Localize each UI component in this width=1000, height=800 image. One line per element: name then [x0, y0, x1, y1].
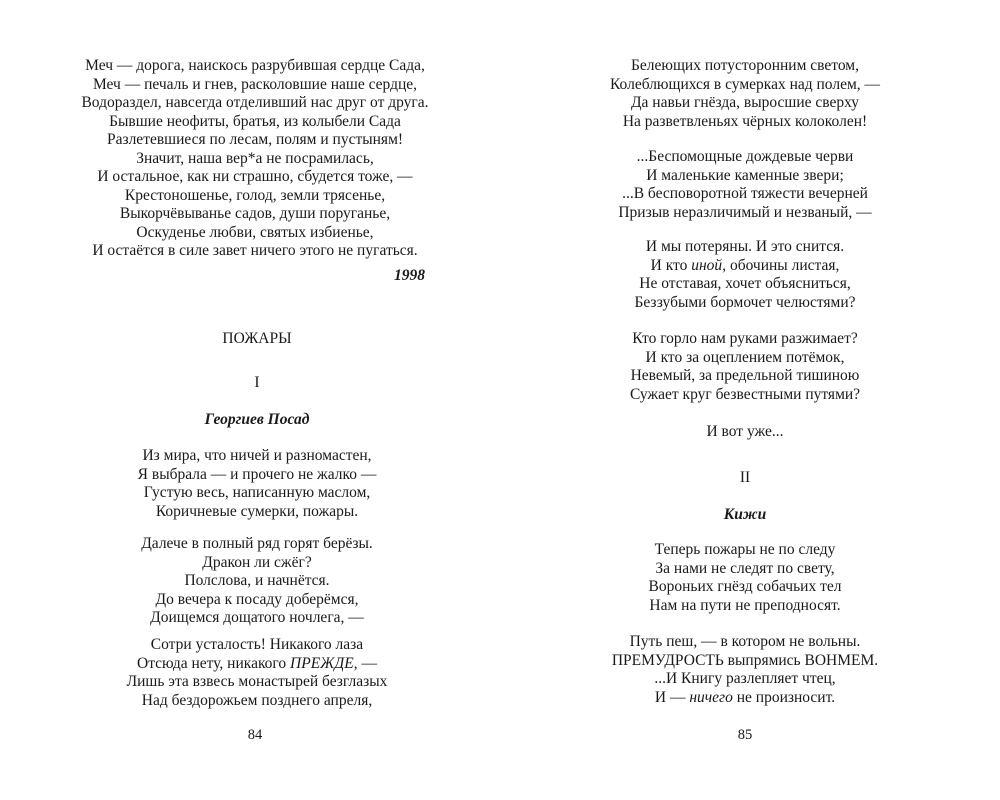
emphasized-text: ничего — [689, 688, 733, 706]
poem-line — [545, 367, 945, 386]
line-text: ПРЕМУДРОСТЬ выпрямись ВОНМЕМ. — [611, 651, 879, 669]
line-text: И кто за оцеплением потёмок, — [645, 348, 845, 366]
line-text: Меч — дорога, наискось разрубившая сердце Сада, — [85, 57, 425, 74]
poem-line — [545, 94, 945, 113]
line-text: До вечера к посаду доберёмся, — [155, 590, 359, 608]
poem-line — [57, 591, 457, 610]
poem-line — [545, 330, 945, 349]
page-number: 84 — [247, 727, 263, 743]
line-text: Беззубыми бормочет челюстями? — [634, 293, 856, 311]
poem-stanza — [55, 57, 455, 261]
poem-line — [545, 386, 945, 405]
line-text: Путь пеш, — в котором не вольны. — [629, 633, 861, 650]
poem-line — [545, 294, 945, 313]
poem-stanza — [57, 535, 457, 628]
poem-line — [55, 242, 455, 261]
poem-line — [55, 150, 455, 169]
poem-line — [55, 57, 455, 76]
poem-line — [57, 572, 457, 591]
poem-line — [57, 673, 457, 692]
line-text: И вот уже... — [706, 423, 784, 440]
poem-stanza — [545, 148, 945, 222]
line-text: Белеющих потусторонним светом, — [631, 57, 859, 74]
poem-line — [55, 94, 455, 113]
line-text: Полслова, и начнётся. — [184, 572, 330, 589]
line-text: Меч — печаль и гнев, расколовшие наше сердце, — [92, 75, 418, 93]
line-text: И остаётся в силе завет ничего этого не пугаться. — [92, 242, 418, 259]
poem-line — [545, 57, 945, 76]
poem-line — [55, 131, 455, 150]
poem-line — [545, 560, 945, 579]
line-text: Вороньих гнёзд собачьих тел — [648, 578, 842, 595]
line-text: , обочины листая, — [722, 256, 840, 274]
line-text: Да навьи гнёзда, выросшие сверху — [630, 94, 860, 111]
part-subtitle: Кижи — [723, 506, 767, 523]
poem-line — [57, 636, 457, 655]
poem-stanza — [545, 330, 945, 404]
line-text: Оскуденье любви, святых избиенье, — [136, 223, 374, 241]
line-text: Колеблющихся в сумерках над полем, — — [609, 75, 881, 93]
poem-stanza — [545, 633, 945, 707]
poem-stanza — [545, 541, 945, 615]
line-text: Густую весь, написанную маслом, — [143, 484, 371, 501]
poem-line — [545, 652, 945, 671]
poem-line — [545, 76, 945, 95]
poem-line — [545, 670, 945, 689]
line-text: Я выбрала — и прочего не жалко — — [137, 465, 377, 483]
line-text: И кто — [650, 256, 692, 274]
line-text: Не отставая, хочет объясниться, — [639, 275, 851, 292]
poem-line — [545, 257, 945, 276]
poem-stanza — [545, 423, 945, 442]
poem-line — [545, 167, 945, 186]
line-text: За нами не следят по свету, — [655, 559, 835, 577]
line-text: Далече в полный ряд горят берёзы. — [141, 535, 373, 552]
line-text: Сотри усталость! Никакого лаза — [150, 636, 364, 653]
line-text: ...Беспомощные дождевые черви — [636, 148, 854, 165]
line-text: Из мира, что ничей и разномастен, — [142, 447, 372, 464]
section-title: ПОЖАРЫ — [222, 330, 292, 347]
poem-line — [57, 609, 457, 628]
poem-line — [545, 597, 945, 616]
poem-line — [55, 224, 455, 243]
poem-line — [55, 187, 455, 206]
poem-line — [55, 76, 455, 95]
part-number: II — [739, 469, 751, 486]
line-text: ...В бесповоротной тяжести вечерней — [622, 185, 868, 202]
poem-line — [57, 484, 457, 503]
poem-line — [545, 578, 945, 597]
poem-line — [57, 503, 457, 522]
poem-line — [545, 185, 945, 204]
line-text: Невемый, за предельной тишиною — [630, 367, 860, 384]
line-text: не произносит. — [732, 688, 836, 706]
line-text: И мы потеряны. И это снится. — [645, 238, 845, 255]
line-text: Нам на пути не преподносят. — [649, 596, 841, 614]
poem-line — [545, 633, 945, 652]
poem-stanza — [57, 636, 457, 710]
poem-line — [57, 655, 457, 674]
line-text: Лишь эта взвесь монастырей безглазых — [126, 673, 388, 690]
page-number: 85 — [737, 727, 753, 743]
poem-line — [545, 275, 945, 294]
poem-line — [57, 554, 457, 573]
poem-line — [545, 349, 945, 368]
line-text: Выкорчёвыванье садов, души поруганье, — [119, 205, 391, 222]
poem-line — [57, 692, 457, 711]
poem-line — [545, 423, 945, 442]
part-number: I — [254, 374, 260, 391]
poem-stanza — [545, 238, 945, 312]
poem-date: 1998 — [394, 267, 425, 284]
line-text: И маленькие каменные звери; — [646, 166, 844, 184]
line-text: Призыв неразличимый и незваный, — — [618, 203, 872, 221]
line-text: Бывшие неофиты, братья, из колыбели Сада — [109, 112, 401, 130]
line-text: Отсюда нету, никакого — [137, 654, 291, 672]
poem-line — [545, 204, 945, 223]
line-text: ...И Книгу разлепляет чтец, — [654, 670, 836, 687]
line-text: Дракон ли сжёг? — [202, 553, 312, 571]
poem-line — [545, 148, 945, 167]
line-text: Доищемся дощатого ночлега, — — [150, 609, 364, 626]
poem-stanza — [545, 57, 945, 131]
part-subtitle: Георгиев Посад — [204, 411, 310, 428]
emphasized-text: ПРЕЖДЕ — [290, 654, 354, 672]
line-text: И — — [654, 688, 690, 706]
line-text: Водораздел, навсегда отделивший нас друг от друга. — [81, 94, 429, 111]
poem-line — [57, 447, 457, 466]
line-text: Разлетевшиеся по лесам, полям и пустыням! — [106, 131, 404, 148]
poem-stanza — [57, 447, 457, 521]
emphasized-text: иной — [691, 256, 723, 274]
line-text: Крестоношенье, голод, земли трясенье, — [124, 186, 386, 204]
poem-line — [55, 168, 455, 187]
line-text: На разветвленьях чёрных колоколен! — [622, 112, 868, 130]
line-text: Значит, наша вер*а не посрамилась, — [136, 149, 374, 167]
poem-line — [55, 205, 455, 224]
poem-line — [545, 541, 945, 560]
line-text: , — — [353, 654, 377, 672]
poem-line — [55, 113, 455, 132]
line-text: Коричневые сумерки, пожары. — [155, 502, 359, 520]
poem-line — [545, 689, 945, 708]
line-text: Теперь пожары не по следу — [654, 541, 836, 558]
line-text: Сужает круг безвестными путями? — [629, 385, 861, 403]
line-text: Над бездорожьем позднего апреля, — [141, 691, 373, 709]
line-text: И остальное, как ни страшно, сбудется тоже, — — [97, 168, 413, 185]
poem-line — [57, 466, 457, 485]
line-text: Кто горло нам руками разжимает? — [632, 330, 858, 347]
poem-line — [545, 238, 945, 257]
poem-line — [57, 535, 457, 554]
right-page — [500, 0, 1000, 800]
poem-line — [545, 113, 945, 132]
